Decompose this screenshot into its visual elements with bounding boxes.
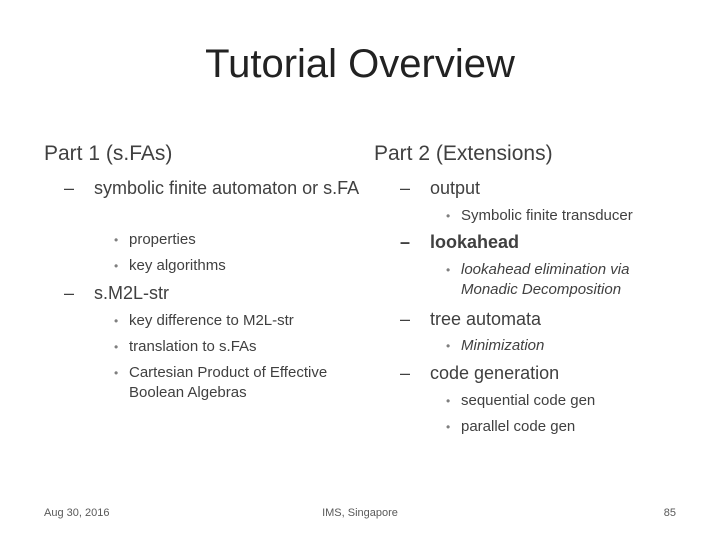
- right-heading: Part 2 (Extensions): [374, 142, 553, 165]
- right-item-code-generation-text: code generation: [430, 363, 560, 383]
- dot-bullet: •: [114, 340, 119, 354]
- dot-bullet: •: [114, 314, 119, 328]
- dot-bullet: •: [114, 366, 119, 380]
- left-item-sfa-text: symbolic finite automaton or s.FA: [94, 178, 360, 198]
- dot-bullet: •: [446, 394, 451, 408]
- left-subitem-key-algorithms: [114, 256, 369, 276]
- dot-bullet: •: [446, 420, 451, 434]
- right-subitem-minimization: [446, 336, 701, 356]
- left-item-sfa: [64, 177, 384, 200]
- dot-bullet: •: [114, 259, 119, 273]
- dash-bullet: –: [400, 363, 411, 383]
- footer-date: Aug 30, 2016: [44, 507, 110, 519]
- dash-bullet: –: [400, 232, 411, 252]
- dash-bullet: –: [400, 178, 411, 198]
- left-subitem-translation: [114, 337, 369, 357]
- right-subitem-transducer-text: Symbolic finite transducer: [461, 207, 633, 224]
- right-item-tree-automata: [400, 308, 720, 331]
- right-subitem-sequential-code-gen: [446, 391, 701, 411]
- footer-venue: IMS, Singapore: [322, 507, 398, 519]
- left-subitem-key-difference: [114, 311, 369, 331]
- dash-bullet: –: [400, 309, 411, 329]
- left-subitem-translation-text: translation to s.FAs: [129, 338, 257, 355]
- dash-bullet: –: [64, 283, 75, 303]
- left-heading: Part 1 (s.FAs): [44, 142, 173, 165]
- left-item-sm2l-text: s.M2L-str: [94, 283, 170, 303]
- right-subitem-parallel-code-gen: [446, 417, 701, 437]
- dot-bullet: •: [446, 339, 451, 353]
- left-column: [44, 142, 364, 401]
- left-subitem-properties-text: properties: [129, 231, 196, 248]
- footer-page-number: 85: [663, 507, 676, 519]
- dash-bullet: –: [64, 178, 75, 198]
- right-item-output: [400, 177, 720, 200]
- left-subitem-cartesian-product-text: Cartesian Product of Effective Boolean Algebras: [129, 364, 328, 401]
- dot-bullet: •: [446, 209, 451, 223]
- left-item-sm2l: [64, 282, 384, 305]
- right-subitem-transducer: [446, 206, 701, 226]
- right-subitem-lookahead-elimination-text: lookahead elimination via Monadic Decomposition: [461, 261, 630, 298]
- dot-bullet: •: [446, 263, 451, 277]
- right-subitem-sequential-code-gen-text: sequential code gen: [461, 392, 596, 409]
- right-subitem-parallel-code-gen-text: parallel code gen: [461, 418, 576, 435]
- right-item-tree-automata-text: tree automata: [430, 309, 542, 329]
- left-subitem-key-algorithms-text: key algorithms: [129, 257, 226, 274]
- right-subitem-minimization-text: Minimization: [461, 337, 545, 354]
- left-subitem-key-difference-text: key difference to M2L-str: [129, 312, 294, 329]
- right-subitem-lookahead-elimination: [446, 260, 681, 300]
- slide-title: Tutorial Overview: [205, 42, 515, 86]
- right-item-code-generation: [400, 362, 720, 385]
- right-item-lookahead: [400, 231, 720, 254]
- right-item-lookahead-text: lookahead: [430, 232, 520, 252]
- left-subitem-properties: [114, 230, 369, 250]
- dot-bullet: •: [114, 233, 119, 247]
- right-item-output-text: output: [430, 178, 481, 198]
- left-subitem-cartesian-product: [114, 363, 369, 403]
